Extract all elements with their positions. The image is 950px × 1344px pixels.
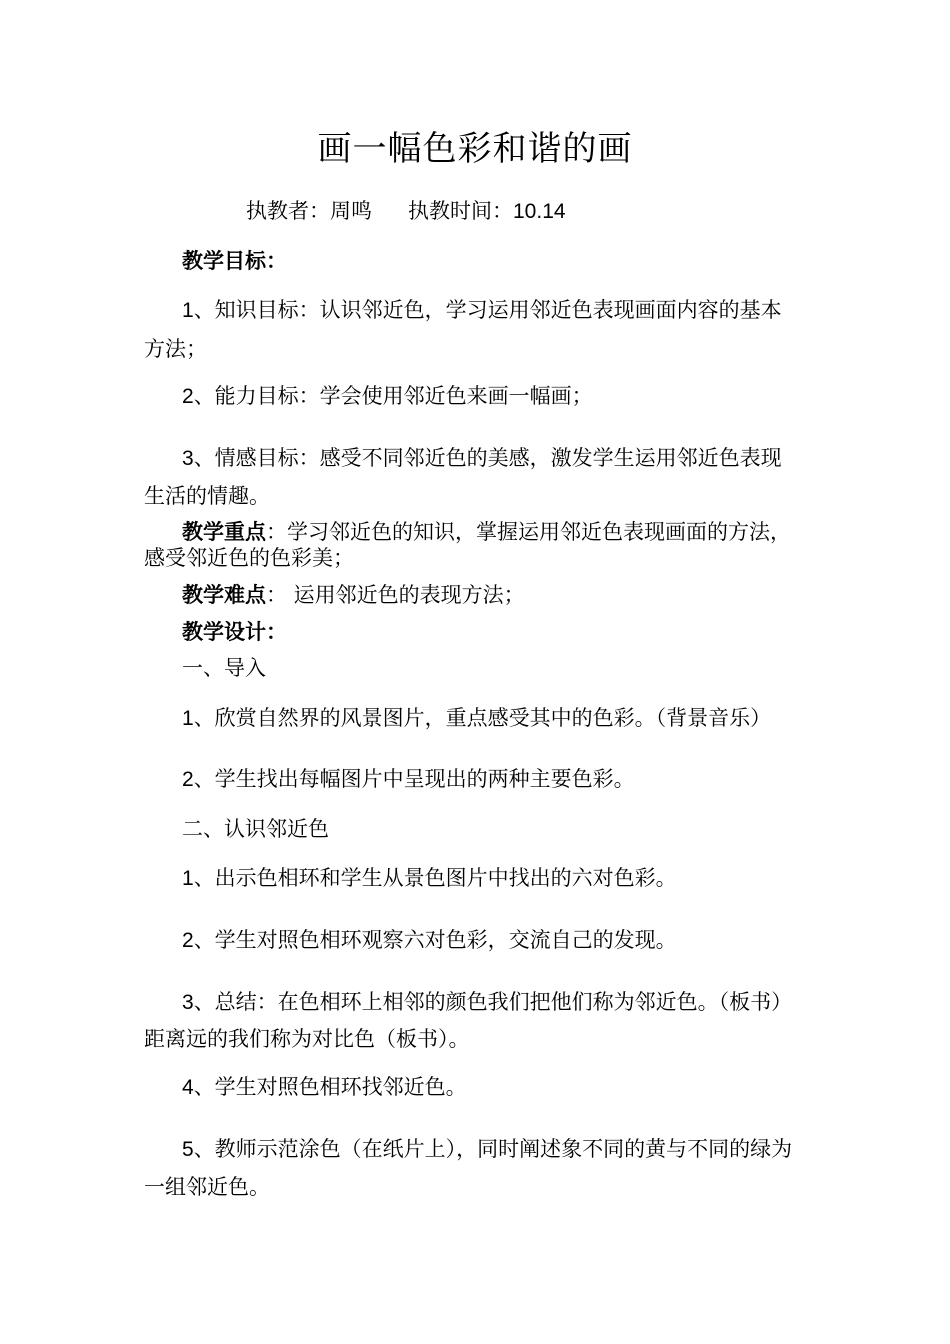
difficulties-heading: 教学难点 — [182, 582, 266, 607]
section-2-item-2-number: 2 — [182, 929, 194, 952]
section-2-item-4 — [0, 1072, 950, 1103]
section-2-item-2-text: 、学生对照色相环观察六对色彩，交流自己的发现。 — [193, 928, 677, 952]
section-1-item-1-text: 、欣赏自然界的风景图片，重点感受其中的色彩。（背景音乐） — [193, 706, 772, 730]
section-2-item-1-text: 、出示色相环和学生从景色图片中找出的六对色彩。 — [193, 866, 677, 890]
section-2-item-3-number: 3 — [182, 991, 194, 1014]
section-2-item-3-text: 、总结：在色相环上相邻的颜色我们把他们称为邻近色。（板书） — [193, 990, 793, 1014]
section-1-item-1-number: 1 — [182, 707, 194, 730]
section-1-title: 一、导入 — [182, 656, 266, 680]
time-label: 执教时间： — [408, 199, 513, 223]
objective-2-number: 2 — [182, 385, 194, 408]
section-2-item-3-line2: 距离远的我们称为对比色（板书）。 — [144, 1027, 470, 1051]
byline — [246, 196, 566, 227]
document-title: 画一幅色彩和谐的画 — [317, 129, 633, 169]
section-1-item-2-number: 2 — [182, 768, 194, 791]
section-2-item-1-number: 1 — [182, 867, 194, 890]
section-2-item-1 — [0, 863, 950, 894]
time-value: 10.14 — [513, 200, 566, 223]
section-2-item-5-text: 、教师示范涂色（在纸片上），同时阐述象不同的黄与不同的绿为 — [193, 1137, 793, 1161]
section-2-item-5-line1 — [0, 1134, 950, 1165]
section-2-item-4-number: 4 — [182, 1076, 194, 1099]
objective-1-line1 — [0, 295, 950, 326]
objective-1-line2: 方法； — [144, 337, 207, 361]
section-1-item-2-text: 、学生找出每幅图片中呈现出的两种主要色彩。 — [193, 767, 635, 791]
objective-1-text: 、知识目标：认识邻近色，学习运用邻近色表现画面内容的基本 — [193, 298, 782, 322]
section-1-item-2 — [0, 764, 950, 795]
objective-3-line1 — [0, 443, 950, 474]
objective-3-text: 、情感目标：感受不同邻近色的美感，激发学生运用邻近色表现 — [193, 446, 782, 470]
difficulties-text: ： 运用邻近色的表现方法； — [266, 583, 525, 607]
objective-3-number: 3 — [182, 447, 194, 470]
teacher-name: 周鸣 — [330, 199, 372, 223]
objectives-heading: 教学目标： — [182, 248, 287, 273]
difficulties-line — [0, 580, 950, 610]
section-2-title: 二、认识邻近色 — [182, 817, 329, 841]
objective-2-text: 、能力目标：学会使用邻近色来画一幅画； — [193, 384, 593, 408]
section-2-item-5-number: 5 — [182, 1138, 194, 1161]
section-2-item-5-line2: 一组邻近色。 — [144, 1175, 270, 1199]
key-points-line2: 感受邻近色的色彩美； — [144, 546, 354, 570]
objective-3-line2: 生活的情趣。 — [144, 484, 270, 508]
section-2-item-3-line1 — [0, 987, 950, 1018]
design-heading: 教学设计： — [182, 619, 287, 644]
teacher-label: 执教者： — [246, 199, 330, 223]
key-points-heading: 教学重点 — [182, 519, 266, 544]
section-2-item-4-text: 、学生对照色相环找邻近色。 — [193, 1075, 467, 1099]
section-2-item-2 — [0, 925, 950, 956]
objective-2 — [0, 381, 950, 412]
key-points-text: ：学习邻近色的知识，掌握运用邻近色表现画面的方法， — [266, 520, 791, 544]
section-1-item-1 — [0, 703, 950, 734]
objective-1-number: 1 — [182, 299, 194, 322]
